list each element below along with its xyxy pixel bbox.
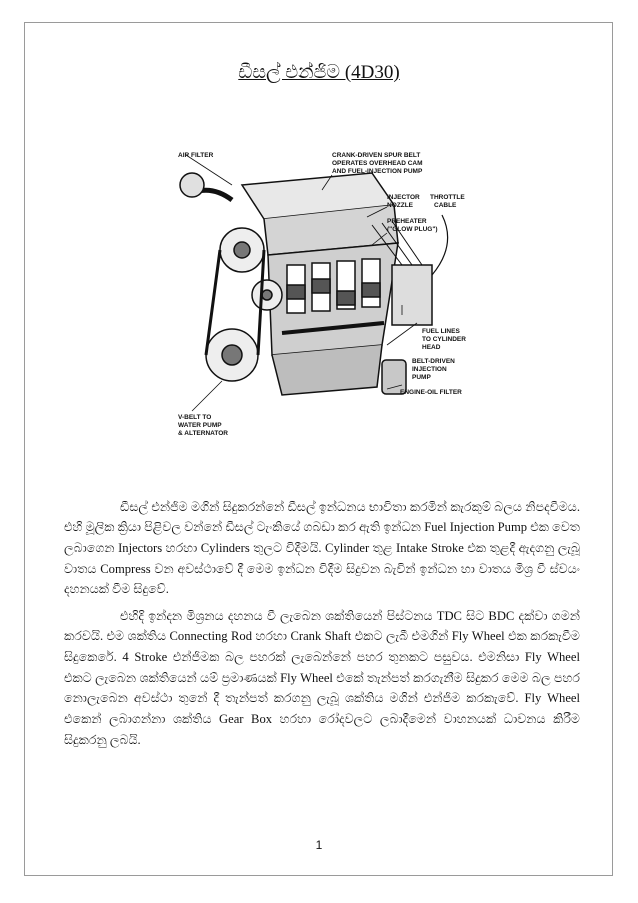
engine-illustration (172, 145, 478, 445)
label-vbelt-2: WATER PUMP (178, 422, 222, 429)
paragraph-2: එහිදි ඉන්දන මිශ්‍රනය දහනය වී ලැබෙන ශක්තියෙන් පිස්ටනය TDC සිට BDC දක්වා ගමන් කරවයි. එම ශක්තිය Connecting Rod හරහා Crank Shaft එකට ලැබී එමගින් Fly Wheel එක කරකැවීම සිදුකෙරේ. 4 Stroke එන්ජිමක බල පහරක් ලැබෙන්නේ පහර තුනකට පසුවය. එමනිසා Fly Wheel එකට ලැබෙන ශක්තියෙන් යම් ප්‍රමාණයක් Fly Wheel එකේ තැන්පත් කරගැනීම සිදුකර මෙම බල පහර නොලැබෙන අවස්ථා තුනේ දී තැන්පත් කරගනු ලැබූ ශක්තිය මගින් එන්ජිම කරකැවේ. Fly Wheel එකෙන් ලබාගන්නා ශක්තිය Gear Box හරහා රෝදවලට ලබාදීමෙන් වාහනයක් ධාවනය කිරීම සිදුකරනු ලබයි. (64, 608, 580, 747)
label-vbelt-3: & ALTERNATOR (178, 430, 228, 437)
label-vbelt-1: V-BELT TO (178, 414, 212, 421)
label-preheater-2: ("GLOW PLUG") (387, 226, 438, 233)
label-air-filter: AIR FILTER (178, 152, 214, 159)
label-fuel-lines-1: FUEL LINES (422, 328, 460, 335)
label-belt-driven-2: INJECTION (412, 366, 447, 373)
label-spur-belt-2: OPERATES OVERHEAD CAM (332, 160, 423, 167)
label-preheater-1: PREHEATER (387, 218, 427, 225)
label-throttle-1: THROTTLE (430, 194, 465, 201)
label-throttle-2: CABLE (434, 202, 457, 209)
label-injector-1: INJECTOR (387, 194, 420, 201)
label-injector-2: NOZZLE (387, 202, 413, 209)
label-fuel-lines-3: HEAD (422, 344, 441, 351)
label-belt-driven-1: BELT-DRIVEN (412, 358, 455, 365)
page-number: 1 (315, 838, 323, 852)
document-title: ඩීසල් එන්ජිම (4D30) (238, 62, 400, 83)
label-oil-filter: ENGINE-OIL FILTER (400, 389, 462, 396)
engine-diagram (172, 145, 478, 445)
label-spur-belt-3: AND FUEL-INJECTION PUMP (332, 168, 423, 175)
label-belt-driven-3: PUMP (412, 374, 431, 381)
label-spur-belt-1: CRANK-DRIVEN SPUR BELT (332, 152, 421, 159)
paragraph-1: ඩීසල් එන්ජිම මගින් සිදුකරන්නේ ඩීසල් ඉන්ධනය භාවිතා කරමින් කැරකුම් බලය නිපදවීමය. එහි මූලික ක්‍රියා පිළිවල වන්නේ ඩීසල් ටැංකියේ ගබඩා කර ඇති ඉන්ධන Fuel Injection Pump එක වෙත ලබාගෙන Injectors හරහා Cylinders තුලට විදීමයි. Cylinder තුළ Intake Stroke එක තුළදී ඇදගනු ලැබූ වාතය Compress වන අවස්ථාවේ දී මෙම ඉන්ධන විදීම සිදුවන බැවින් ඉන්ධන හා වාතය මිශ්‍ර වී ස්වයං දහනයක් වීම සිදුවේ. (64, 499, 580, 597)
label-fuel-lines-2: TO CYLINDER (422, 336, 466, 343)
